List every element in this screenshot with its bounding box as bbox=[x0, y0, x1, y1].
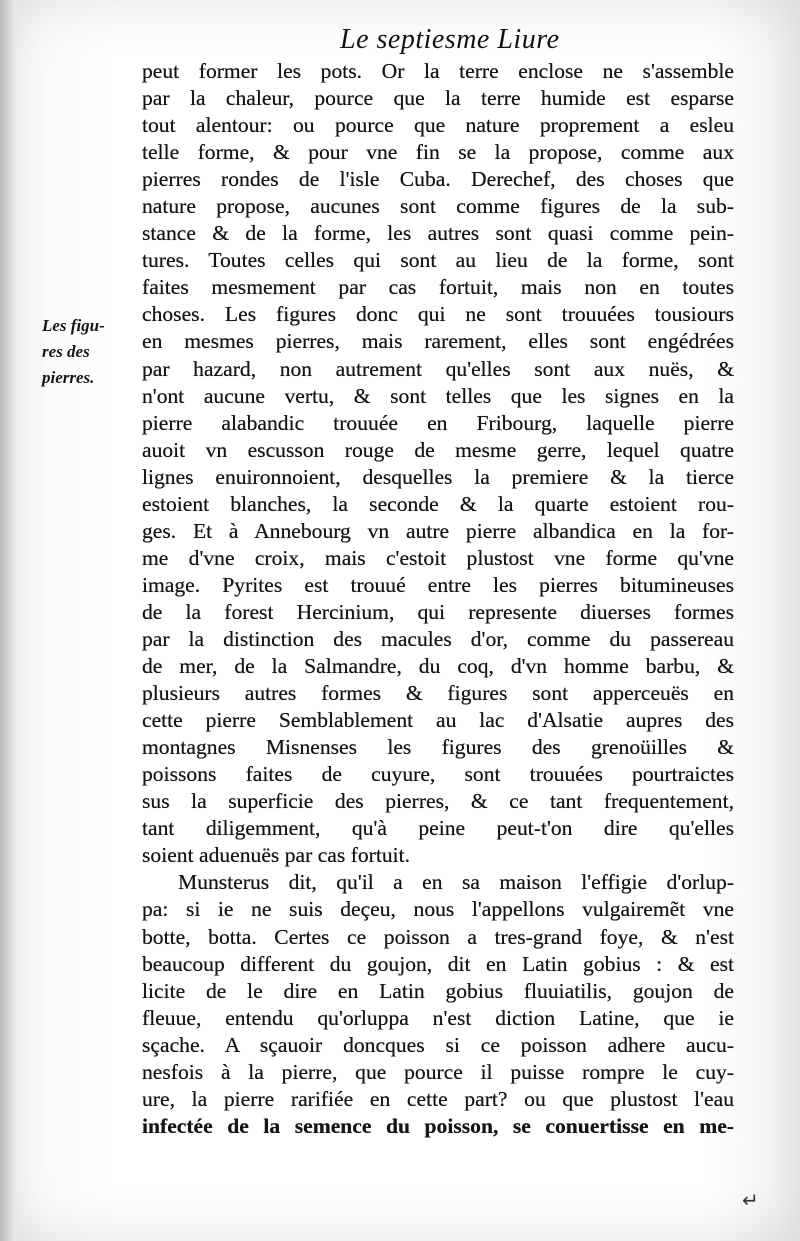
text-line: plusieurs autres formes & figures sont apperceuës en bbox=[142, 681, 734, 706]
text-line: cette pierre Semblablement au lac d'Alsatie aupres des bbox=[142, 708, 734, 733]
text-line: sus la superficie des pierres, & ce tant frequentement, bbox=[142, 789, 734, 814]
text-line: en mesmes pierres, mais rarement, elles sont engédrées bbox=[142, 329, 734, 354]
paragraph-2 bbox=[142, 869, 734, 1139]
text-line: nature propose, aucunes sont comme figures de la sub- bbox=[142, 194, 734, 219]
book-spine-shadow bbox=[0, 0, 16, 1241]
text-line: sçache. A sçauoir doncques si ce poisson adhere aucu- bbox=[142, 1032, 734, 1057]
text-line: par la distinction des macules d'or, comme du passereau bbox=[142, 626, 734, 651]
text-line: tout alentour: ou pource que nature proprement a esleu bbox=[142, 113, 734, 138]
text-line: pierre alabandic trouuée en Fribourg, laquelle pierre bbox=[142, 410, 734, 435]
text-line: auoit vn escusson rouge de mesme gerre, lequel quatre bbox=[142, 437, 734, 462]
text-line: lignes enuironnoient, desquelles la premiere & la tierce bbox=[142, 464, 734, 489]
text-line: telle forme, & pour vne fin se la propose, comme aux bbox=[142, 140, 734, 165]
corner-mark: ↵ bbox=[742, 1188, 759, 1212]
text-line: choses. Les figures donc qui ne sont trouuées tousiours bbox=[142, 302, 734, 327]
text-line: botte, botta. Certes ce poisson a tres-grand foye, & n'est bbox=[142, 924, 734, 949]
text-line: pierres rondes de l'isle Cuba. Derechef, des choses que bbox=[142, 167, 734, 192]
text-line: peut former les pots. Or la terre enclose ne s'assemble bbox=[142, 59, 734, 83]
text-line: montagnes Misnenses les figures des grenoüilles & bbox=[142, 735, 734, 760]
margin-note-line: pierres. bbox=[42, 368, 95, 387]
text-line: tures. Toutes celles qui sont au lieu de la forme, sont bbox=[142, 248, 734, 273]
text-line: n'ont aucune vertu, & sont telles que les signes en la bbox=[142, 383, 734, 408]
text-line: par hazard, non autrement qu'elles sont aux nuës, & bbox=[142, 356, 734, 381]
text-line: poissons faites de cuyure, sont trouuées pourtraictes bbox=[142, 762, 734, 787]
running-head: Le septiesme Liure bbox=[340, 24, 560, 55]
text-line: fleuue, entendu qu'orluppa n'est diction Latine, que ie bbox=[142, 1005, 734, 1030]
text-line: image. Pyrites est trouué entre les pierres bitumineuses bbox=[142, 572, 734, 597]
text-line: faites mesmement par cas fortuit, mais non en toutes bbox=[142, 275, 734, 300]
text-line: nesfois à la pierre, que pource il puisse rompre le cuy- bbox=[142, 1059, 734, 1084]
text-line: stance & de la forme, les autres sont quasi comme pein- bbox=[142, 221, 734, 246]
text-line: ges. Et à Annebourg vn autre pierre albandica en la for- bbox=[142, 518, 734, 543]
text-line: soient aduenuës par cas fortuit. bbox=[142, 843, 411, 868]
body-text bbox=[142, 58, 734, 1140]
text-line: licite de le dire en Latin gobius fluuiatilis, goujon de bbox=[142, 978, 734, 1003]
text-line: me d'vne croix, mais c'estoit plustost vne forme qu'vne bbox=[142, 545, 734, 570]
text-line: beaucoup different du goujon, dit en Latin gobius : & est bbox=[142, 951, 734, 976]
text-line: estoient blanches, la seconde & la quarte estoient rou- bbox=[142, 491, 734, 516]
margin-note-line: Les figu- bbox=[42, 316, 105, 335]
text-line: Munsterus dit, qu'il a en sa maison l'effigie d'orlup- bbox=[178, 870, 734, 895]
margin-note-line: res des bbox=[42, 342, 90, 361]
text-line: infectée de la semence du poisson, se conuertisse en me- bbox=[142, 1113, 734, 1138]
text-line: de mer, de la Salmandre, du coq, d'vn homme barbu, & bbox=[142, 654, 734, 679]
text-line: ure, la pierre rarifiée en cette part? ou que plustost l'eau bbox=[142, 1086, 734, 1111]
paragraph-1 bbox=[142, 58, 734, 869]
text-line: de la forest Hercinium, qui represente diuerses formes bbox=[142, 599, 734, 624]
text-line: par la chaleur, pource que la terre humide est esparse bbox=[142, 86, 734, 111]
margin-note bbox=[42, 313, 128, 391]
text-line: pa: si ie ne suis deçeu, nous l'appellons vulgairemẽt vne bbox=[142, 897, 734, 922]
text-line: tant diligemment, qu'à peine peut-t'on dire qu'elles bbox=[142, 816, 734, 841]
